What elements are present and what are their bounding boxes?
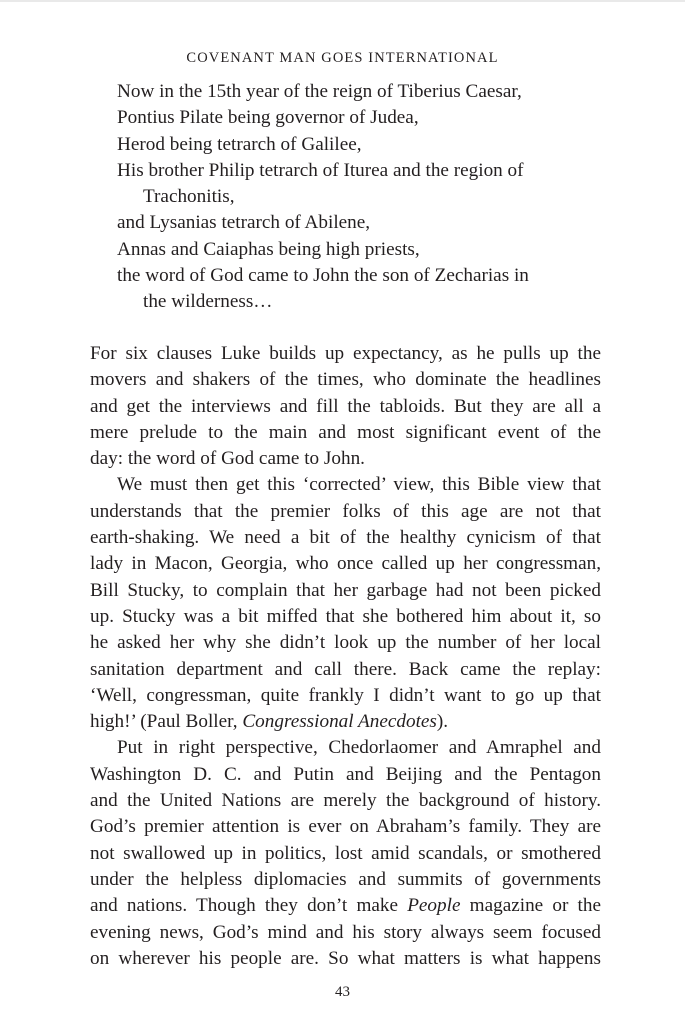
book-title-italic: Congressional Anecdotes: [242, 711, 437, 733]
text-line: and get the interviews and fill the tabloids. But they are all a: [90, 395, 601, 417]
scripture-quote: [117, 79, 587, 316]
running-head: COVENANT MAN GOES INTERNATIONAL: [186, 50, 499, 66]
page-number: 43: [335, 984, 350, 1000]
quote-line: [117, 158, 587, 211]
text-line: day: the word of God came to John.: [90, 448, 365, 470]
quote-line-continuation: Trachonitis,: [143, 186, 235, 208]
text-line: earth-shaking. We need a bit of the healthy cynicism of that: [90, 527, 601, 549]
text-line: evening news, God’s mind and his story always seem focused: [90, 921, 601, 943]
text-line: [90, 893, 601, 919]
text-run: high!’ (Paul Boller,: [90, 711, 243, 733]
magazine-title-italic: People: [407, 895, 461, 917]
text-line: God’s premier attention is ever on Abraham’s family. They are: [90, 816, 601, 838]
text-line: he asked her why she didn’t look up the number of her local: [90, 632, 601, 654]
text-line: Washington D. C. and Putin and Beijing and the Pentagon: [90, 763, 601, 785]
text-run: ).: [436, 711, 449, 733]
top-edge-rule: [0, 0, 685, 2]
text-line: [90, 709, 601, 735]
body-text: [90, 341, 601, 972]
text-line: up. Stucky was a bit miffed that she bothered him about it, so: [90, 605, 601, 627]
quote-line-text: the word of God came to John the son of Zecharias in: [117, 265, 529, 287]
text-line: mere prelude to the main and most significant event of the: [90, 421, 601, 443]
text-line: For six clauses Luke builds up expectancy, as he pulls up the: [90, 343, 601, 364]
quote-line: and Lysanias tetrarch of Abilene,: [117, 212, 371, 234]
paragraph-2: [90, 472, 601, 735]
text-line: Bill Stucky, to complain that her garbage had not been picked: [90, 579, 601, 601]
paragraph-3: [90, 735, 601, 972]
text-line: ‘Well, congressman, quite frankly I didn’t want to go up that: [90, 684, 601, 706]
quote-line-continuation: the wilderness…: [143, 291, 273, 313]
text-line: movers and shakers of the times, who dominate the headlines: [90, 369, 601, 391]
text-run: and nations. Though they don’t make: [90, 895, 408, 917]
text-line: under the helpless diplomacies and summits of governments: [90, 868, 601, 890]
quote-line: Now in the 15th year of the reign of Tiberius Caesar,: [117, 81, 522, 102]
paragraph-1: [90, 341, 601, 472]
text-line: understands that the premier folks of this age are not that: [90, 500, 601, 522]
text-line: sanitation department and call there. Back came the replay:: [90, 658, 601, 680]
text-line: We must then get this ‘corrected’ view, this Bible view that: [117, 474, 601, 496]
text-run: magazine or the: [460, 895, 601, 917]
text-line: on wherever his people are. So what matters is what happens: [90, 947, 601, 969]
quote-line-text: His brother Philip tetrarch of Iturea and the region of: [117, 159, 524, 181]
text-line: lady in Macon, Georgia, who once called up her congressman,: [90, 553, 601, 575]
text-line: not swallowed up in politics, lost amid scandals, or smothered: [90, 842, 601, 864]
text-line: and the United Nations are merely the background of history.: [90, 790, 601, 812]
quote-line: Annas and Caiaphas being high priests,: [117, 238, 420, 260]
quote-line: [117, 263, 587, 316]
quote-line: Pontius Pilate being governor of Judea,: [117, 107, 419, 129]
quote-line: Herod being tetrarch of Galilee,: [117, 133, 362, 155]
text-line: Put in right perspective, Chedorlaomer and Amraphel and: [117, 737, 601, 759]
